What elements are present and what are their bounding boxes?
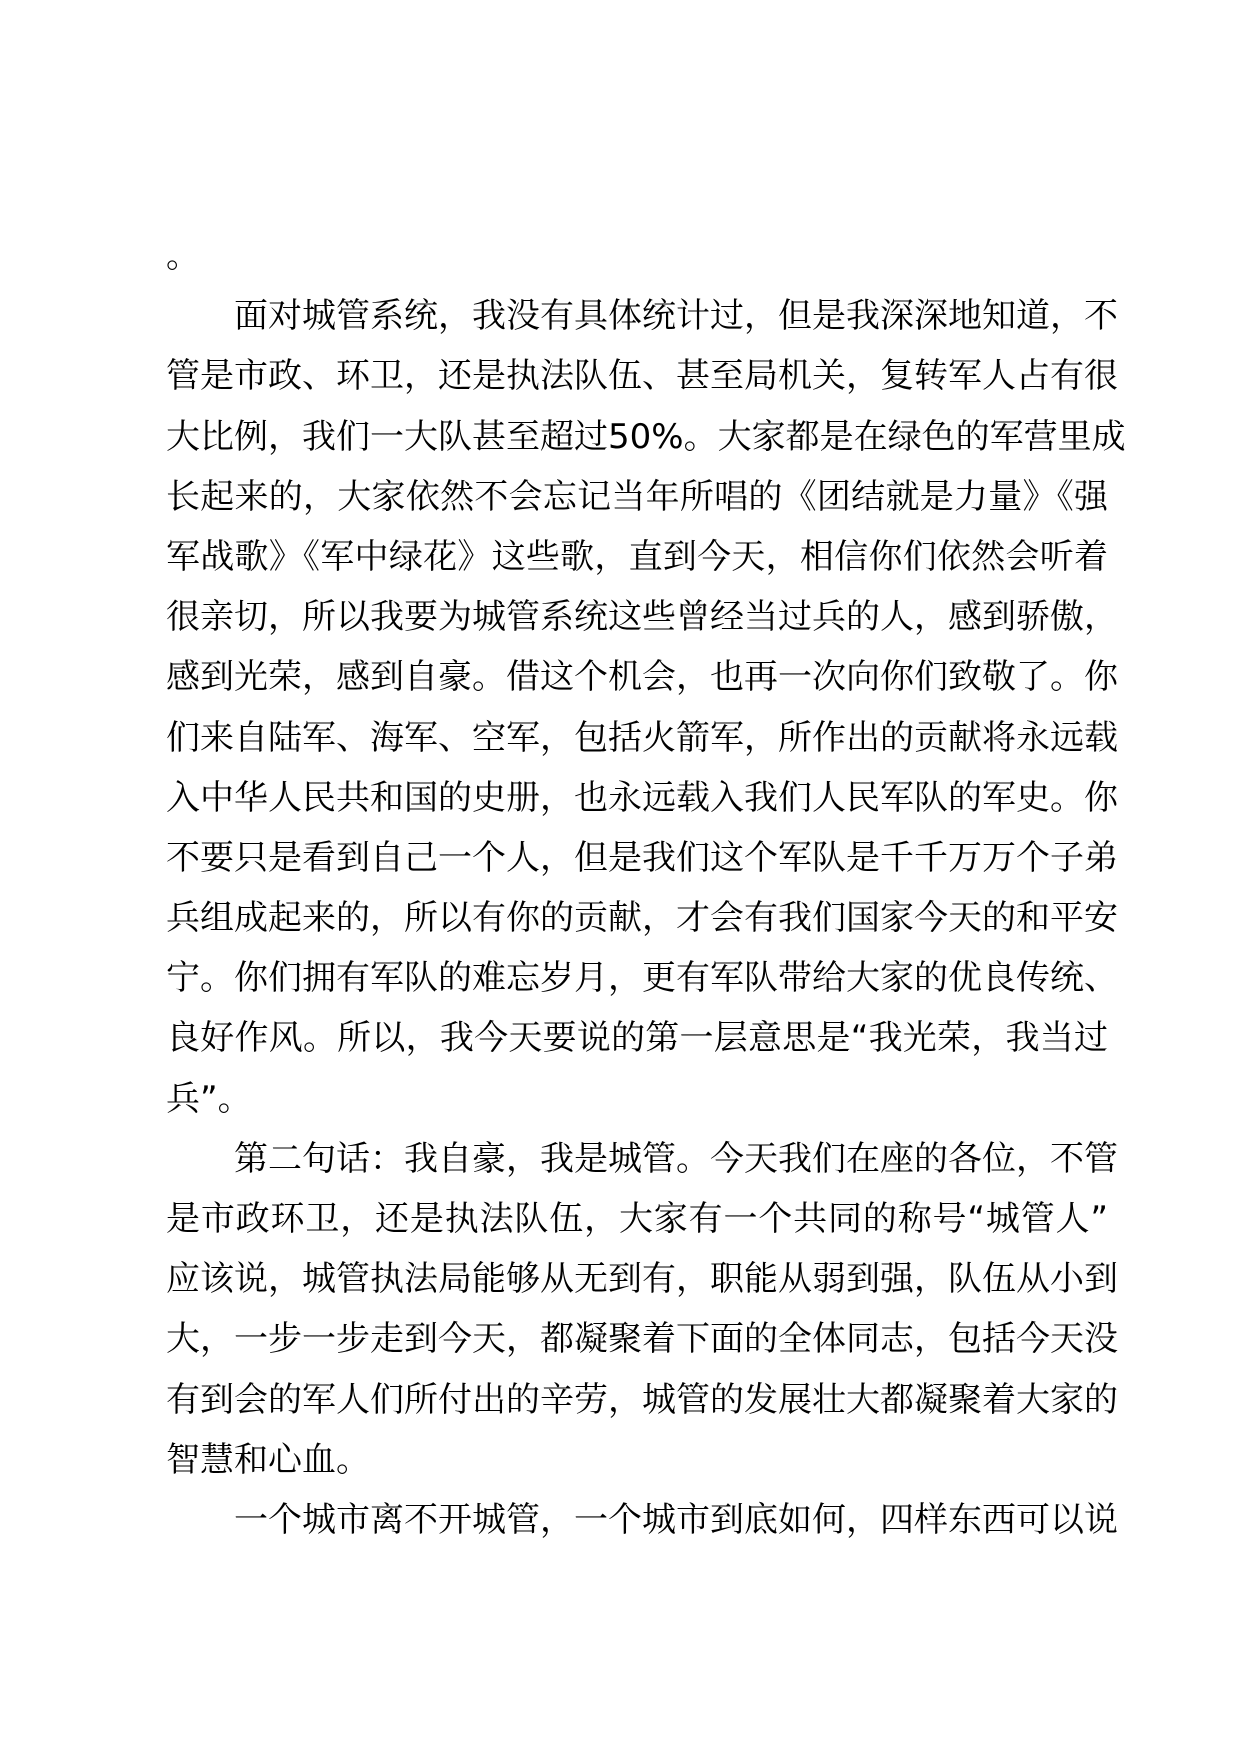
text-line: 入中华人民共和国的史册，也永远载入我们人民军队的军史。你 [166, 777, 1118, 818]
text-line: 面对城管系统，我没有具体统计过，但是我深深地知道，不 [234, 296, 1118, 337]
text-line: 军战歌》《军中绿花》这些歌，直到今天，相信你们依然会听着 [166, 536, 1108, 577]
document-body [166, 226, 1126, 1550]
text-line: 大，一步一步走到今天，都凝聚着下面的全体同志，包括今天没 [166, 1319, 1118, 1360]
text-line: 大比例，我们一大队甚至超过50%。大家都是在绿色的军营里成 [166, 416, 1126, 457]
text-line: 不要只是看到自己一个人，但是我们这个军队是千千万万个子弟 [166, 837, 1118, 878]
text-line: 良好作风。所以，我今天要说的第一层意思是“我光荣，我当过 [166, 1018, 1108, 1059]
text-line: 兵组成起来的，所以有你的贡献，才会有我们国家今天的和平安 [166, 898, 1118, 939]
text-line: 。 [166, 236, 200, 276]
text-line: 是市政环卫，还是执法队伍，大家有一个共同的称号“城管人” [166, 1199, 1108, 1239]
text-line: 应该说，城管执法局能够从无到有，职能从弱到强，队伍从小到 [166, 1259, 1118, 1300]
text-line: 宁。你们拥有军队的难忘岁月，更有军队带给大家的优良传统、 [166, 958, 1118, 999]
text-line: 第二句话：我自豪，我是城管。今天我们在座的各位，不管 [234, 1138, 1118, 1179]
text-line: 有到会的军人们所付出的辛劳，城管的发展壮大都凝聚着大家的 [166, 1379, 1118, 1420]
text-line: 智慧和心血。 [166, 1439, 370, 1480]
text-line: 很亲切，所以我要为城管系统这些曾经当过兵的人，感到骄傲， [166, 597, 1118, 638]
text-line: 长起来的，大家依然不会忘记当年所唱的《团结就是力量》《强 [166, 476, 1108, 517]
text-line: 管是市政、环卫，还是执法队伍、甚至局机关，复转军人占有很 [166, 356, 1118, 397]
text-line: 们来自陆军、海军、空军，包括火箭军，所作出的贡献将永远载 [166, 717, 1118, 758]
text-line: 感到光荣，感到自豪。借这个机会，也再一次向你们致敬了。你 [166, 657, 1118, 698]
text-line: 兵”。 [166, 1078, 252, 1119]
text-line: 一个城市离不开城管，一个城市到底如何，四样东西可以说 [234, 1499, 1118, 1540]
